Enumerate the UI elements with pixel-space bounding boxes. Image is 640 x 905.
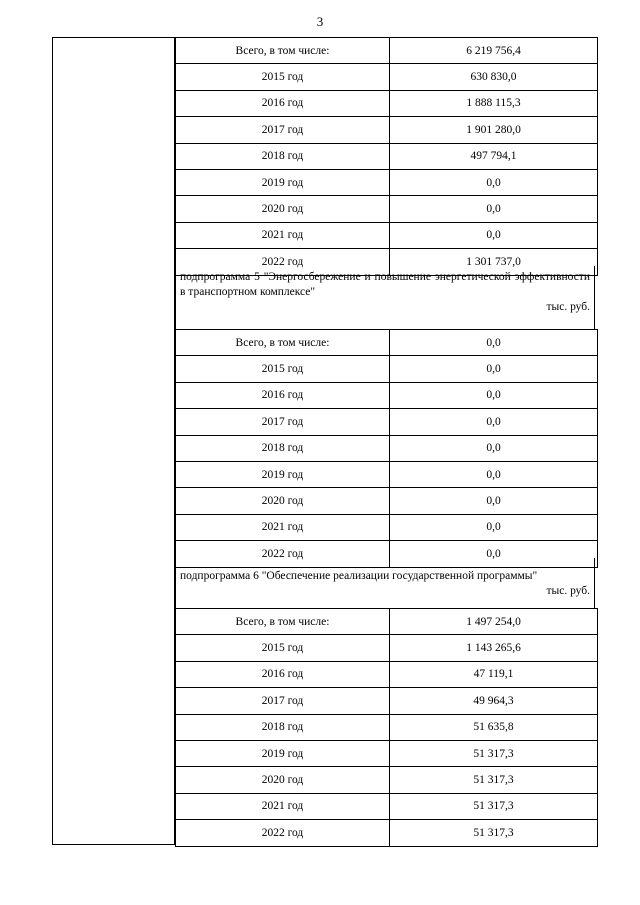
left-column-cell <box>52 37 175 845</box>
row-value: 51 317,3 <box>390 740 598 766</box>
table-row <box>176 356 598 382</box>
row-label: 2015 год <box>176 64 390 90</box>
row-value: 0,0 <box>390 169 598 195</box>
table-row <box>176 64 598 90</box>
row-label: 2017 год <box>176 688 390 714</box>
row-value: 51 317,3 <box>390 767 598 793</box>
row-value: 51 635,8 <box>390 714 598 740</box>
table-row <box>176 330 598 356</box>
row-value: 49 964,3 <box>390 688 598 714</box>
row-label: 2016 год <box>176 382 390 408</box>
row-label: 2021 год <box>176 793 390 819</box>
table-row <box>176 222 598 248</box>
page-number: 3 <box>316 14 324 29</box>
table-row <box>176 38 598 64</box>
row-value: 0,0 <box>390 356 598 382</box>
subprogram-5-unit: тыс. руб. <box>546 301 590 313</box>
subprogram-5-title: подпрограмма 5 "Энергосбережение и повышение энергетической эффективности в транспортном комплексе" <box>180 271 590 298</box>
row-value: 1 901 280,0 <box>390 117 598 143</box>
row-label: 2018 год <box>176 143 390 169</box>
row-label: Всего, в том числе: <box>176 330 390 356</box>
funding-table-total <box>175 37 595 276</box>
table-row <box>176 90 598 116</box>
row-value: 497 794,1 <box>390 143 598 169</box>
row-label: 2019 год <box>176 740 390 766</box>
subprogram-6-unit: тыс. руб. <box>546 585 590 597</box>
row-label: 2016 год <box>176 661 390 687</box>
table-row <box>176 409 598 435</box>
row-label: 2022 год <box>176 249 390 275</box>
table-row <box>176 514 598 540</box>
row-label: 2018 год <box>176 714 390 740</box>
table-row <box>176 488 598 514</box>
row-label: 2021 год <box>176 514 390 540</box>
row-label: 2022 год <box>176 541 390 567</box>
row-value: 0,0 <box>390 514 598 540</box>
table-row <box>176 196 598 222</box>
table-row <box>176 435 598 461</box>
row-value: 0,0 <box>390 461 598 487</box>
table-row <box>176 143 598 169</box>
row-label: 2019 год <box>176 169 390 195</box>
row-value: 630 830,0 <box>390 64 598 90</box>
funding-table-subprogram-5 <box>175 329 595 568</box>
row-value: 0,0 <box>390 382 598 408</box>
subprogram-5-header <box>175 266 595 329</box>
table-row <box>176 382 598 408</box>
table-row <box>176 767 598 793</box>
table-row <box>176 714 598 740</box>
row-label: 2017 год <box>176 117 390 143</box>
row-label: Всего, в том числе: <box>176 38 390 64</box>
row-value: 0,0 <box>390 409 598 435</box>
row-label: Всего, в том числе: <box>176 609 390 635</box>
row-label: 2015 год <box>176 356 390 382</box>
row-value: 1 888 115,3 <box>390 90 598 116</box>
table-row <box>176 661 598 687</box>
subprogram-6-title: подпрограмма 6 "Обеспечение реализации государственной программы" <box>180 570 538 582</box>
funding-table-subprogram-6 <box>175 608 595 847</box>
row-label: 2022 год <box>176 820 390 846</box>
row-value: 0,0 <box>390 330 598 356</box>
row-value: 0,0 <box>390 488 598 514</box>
row-value: 0,0 <box>390 435 598 461</box>
table-row <box>176 635 598 661</box>
row-label: 2016 год <box>176 90 390 116</box>
row-label: 2020 год <box>176 196 390 222</box>
row-label: 2019 год <box>176 461 390 487</box>
row-label: 2015 год <box>176 635 390 661</box>
table-row <box>176 820 598 846</box>
row-label: 2020 год <box>176 488 390 514</box>
row-label: 2020 год <box>176 767 390 793</box>
row-label: 2018 год <box>176 435 390 461</box>
row-value: 51 317,3 <box>390 820 598 846</box>
table-row <box>176 117 598 143</box>
row-value: 1 497 254,0 <box>390 609 598 635</box>
table-row <box>176 688 598 714</box>
row-value: 51 317,3 <box>390 793 598 819</box>
row-value: 0,0 <box>390 196 598 222</box>
table-row <box>176 609 598 635</box>
row-label: 2021 год <box>176 222 390 248</box>
row-value: 0,0 <box>390 541 598 567</box>
row-value: 1 143 265,6 <box>390 635 598 661</box>
row-value: 0,0 <box>390 222 598 248</box>
row-value: 6 219 756,4 <box>390 38 598 64</box>
row-label: 2017 год <box>176 409 390 435</box>
row-value: 47 119,1 <box>390 661 598 687</box>
table-row <box>176 793 598 819</box>
table-row <box>176 169 598 195</box>
table-row <box>176 740 598 766</box>
table-row <box>176 461 598 487</box>
subprogram-6-header <box>175 558 595 609</box>
row-value: 1 301 737,0 <box>390 249 598 275</box>
